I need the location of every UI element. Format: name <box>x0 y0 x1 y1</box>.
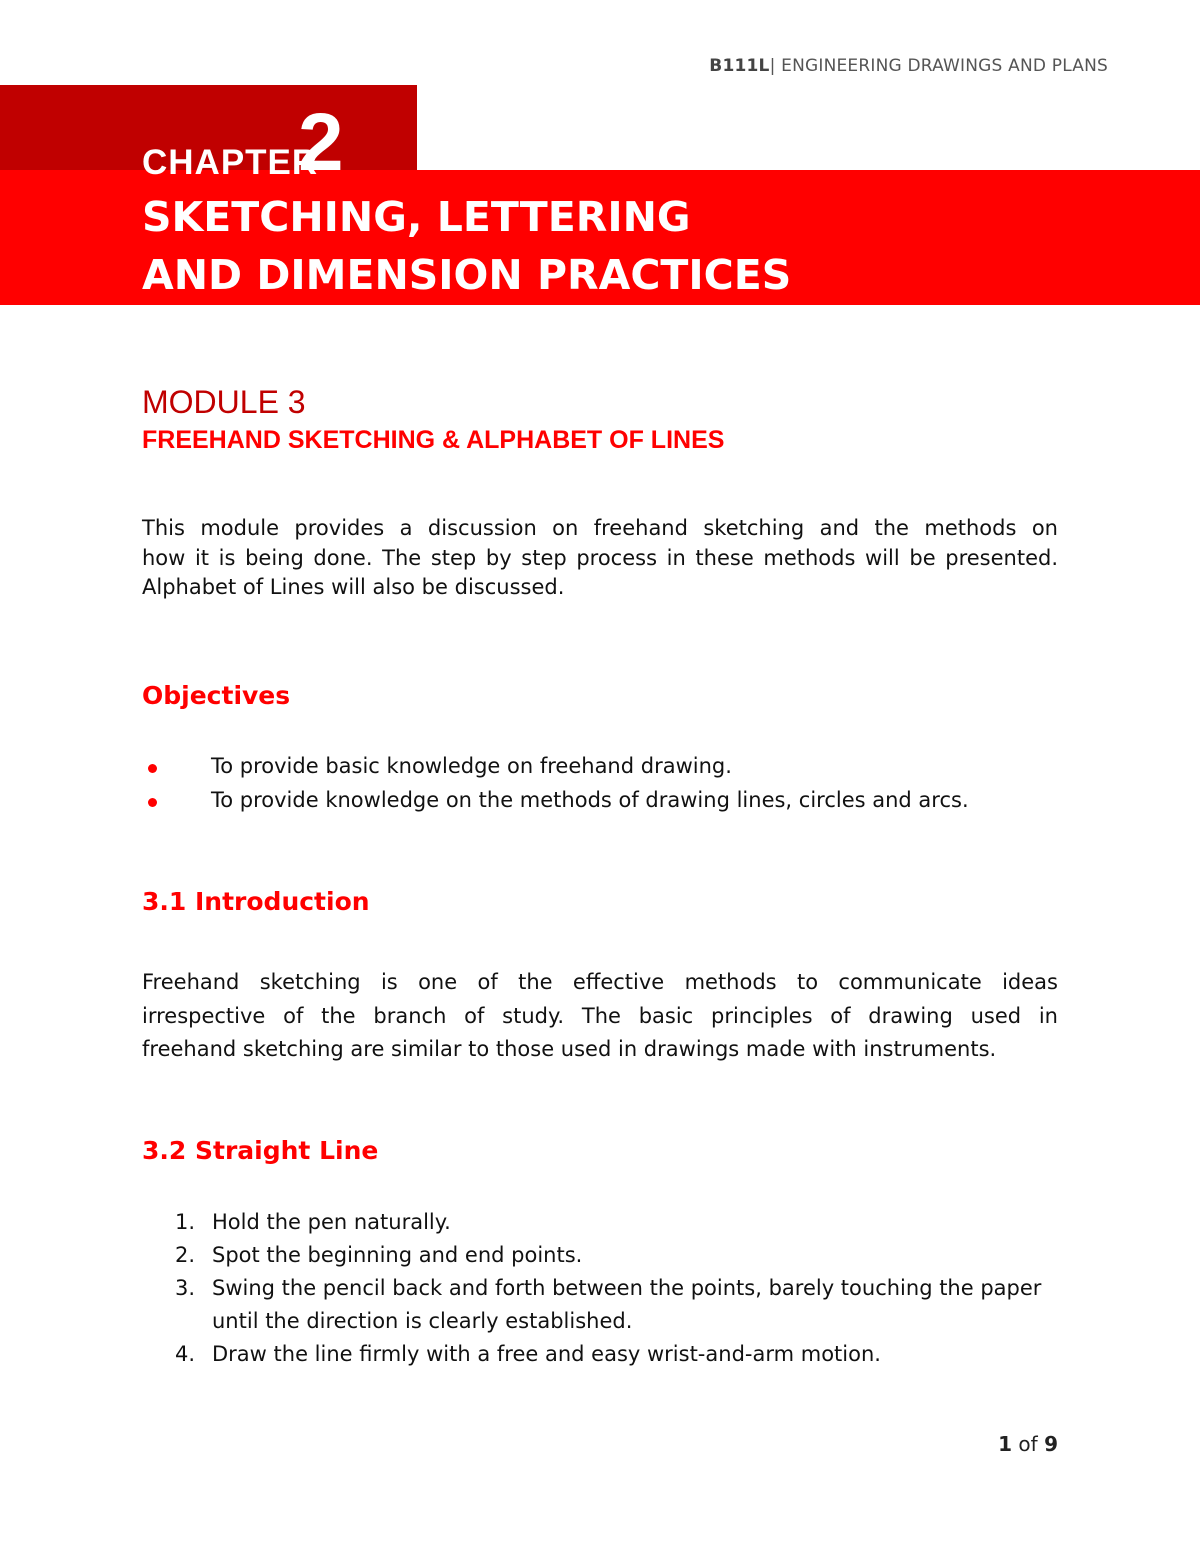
straight-line-heading: 3.2 Straight Line <box>142 1136 379 1165</box>
introduction-heading: 3.1 Introduction <box>142 887 370 916</box>
bullet-icon <box>148 798 157 807</box>
module-intro <box>142 514 1058 603</box>
module-label: MODULE 3 <box>142 384 306 420</box>
page-total: 9 <box>1044 1432 1058 1456</box>
step-number: 4. <box>175 1342 196 1366</box>
module-intro-line-2: how it is being done. The step by step process in these methods will be presented. <box>142 545 1058 570</box>
list-item <box>0 1239 1052 1272</box>
step-number: 1. <box>175 1210 196 1234</box>
page-number <box>0 1432 1058 1456</box>
bullet-icon <box>148 764 157 773</box>
page-current: 1 <box>998 1432 1013 1456</box>
objectives-heading: Objectives <box>142 681 291 710</box>
header-separator: | <box>769 56 782 76</box>
objective-text: To provide basic knowledge on freehand drawing. <box>211 754 732 778</box>
straight-line-steps <box>0 1206 1052 1371</box>
introduction-line-2: irrespective of the branch of study. The basic principles of drawing used in <box>142 1003 1058 1028</box>
module-intro-line-1: This module provides a discussion on freehand sketching and the methods on <box>142 516 1058 540</box>
list-item <box>0 1338 1052 1371</box>
course-title: ENGINEERING DRAWINGS AND PLANS <box>781 56 1108 76</box>
list-item <box>0 1206 1052 1239</box>
page-of-label: of <box>1012 1432 1045 1456</box>
step-number: 2. <box>175 1243 196 1267</box>
chapter-title-line-2: AND DIMENSION PRACTICES <box>142 251 792 299</box>
chapter-label: CHAPTER <box>142 143 319 182</box>
introduction-line-3: freehand sketching are similar to those used in drawings made with instruments. <box>142 1037 997 1061</box>
step-number: 3. <box>175 1276 196 1300</box>
step-text: Swing the pencil back and forth between the points, barely touching the paper until the direction is clearly established. <box>212 1276 1042 1333</box>
step-text: Spot the beginning and end points. <box>212 1243 583 1267</box>
step-text: Draw the line firmly with a free and easy wrist-and-arm motion. <box>212 1342 881 1366</box>
objective-text: To provide knowledge on the methods of drawing lines, circles and arcs. <box>211 788 969 812</box>
list-item <box>0 1272 1052 1338</box>
running-header <box>0 56 1108 76</box>
module-intro-line-3: Alphabet of Lines will also be discussed. <box>142 575 565 599</box>
step-text: Hold the pen naturally. <box>212 1210 451 1234</box>
chapter-title-line-1: SKETCHING, LETTERING <box>142 193 691 241</box>
chapter-number: 2 <box>298 97 344 188</box>
introduction-line-1: Freehand sketching is one of the effective methods to communicate ideas <box>142 970 1058 994</box>
course-code: B111L <box>709 56 770 76</box>
module-subtitle: FREEHAND SKETCHING & ALPHABET OF LINES <box>142 426 725 454</box>
introduction-paragraph <box>142 966 1058 1067</box>
